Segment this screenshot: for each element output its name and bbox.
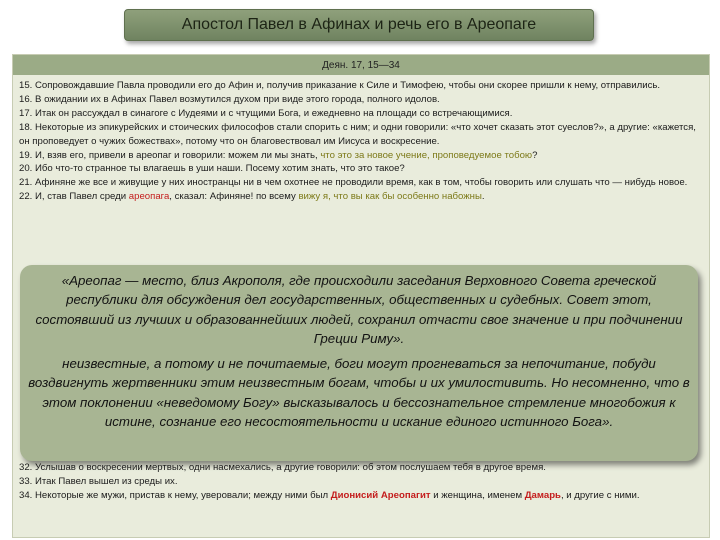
- verse-19: [19, 149, 703, 163]
- verse-18: 18. Некоторые из эпикурейских и стоических философов стали спорить с ним; и одни говорили: «что хочет сказать этот суеслов?», а другие: «кажется, он проповедует о чужих божествах», потому что он благовествовал им Иисуса и воскресение.: [19, 121, 696, 147]
- commentary-paragraph-1: «Ареопаг — место, близ Акрополя, где происходили заседания Верховного Совета греческой республики для обсуждения дел государственных, общественных и судебных. Совет этот, состоявший из лучших и образованнейших людей, сохранил отчасти свое значение и при подчинении Греции Риму».: [35, 273, 683, 346]
- slide-title: [124, 9, 594, 41]
- slide-title-text: Апостол Павел в Афинах и речь его в Ареопаге: [181, 16, 537, 33]
- verse-34-damaris: Дамарь: [524, 489, 561, 501]
- verses-bottom: [13, 457, 709, 503]
- verse-33: 33. Итак Павел вышел из среды их.: [19, 475, 178, 487]
- verse-15: 15. Сопровождавшие Павла проводили его до Афин и, получив приказание к Силе и Тимофею, чтобы они скорее пришли к нему, отправились.: [19, 80, 661, 91]
- verse-16: 16. В ожидании их в Афинах Павел возмутился духом при виде этого города, полного идолов.: [19, 93, 440, 105]
- verse-34-middle: и женщина, именем: [430, 489, 525, 501]
- verse-32: 32. Услышав о воскресении мертвых, одни насмехались, а другие говорили: об этом послушаем тебя в другое время.: [19, 462, 546, 473]
- verse-34: [19, 489, 703, 503]
- verse-34-text: 34. Некоторые же мужи, пристав к нему, уверовали; между ними был: [19, 489, 331, 501]
- verse-17: 17. Итак он рассуждал в синагоге с Иудеями и с чтущими Бога, и ежедневно на площади со встречающимися.: [19, 107, 513, 119]
- verses-top: [13, 75, 709, 204]
- verse-22-text: 22. И, став Павел среди: [19, 191, 129, 203]
- scripture-reference: [13, 55, 709, 75]
- verse-19-highlight: что это за новое учение, проповедуемое тобою: [320, 149, 533, 161]
- commentary-paragraph-2: неизвестные, а потому и не почитаемые, боги могут прогневаться за непочитание, побуди воздвигнуть жертвенники этим неизвестным богам, чтобы и их умилостивить. Но несомненно, что в этом поклонении «неведомому Богу» высказывалось и бессознательное стремление многобожия к истине, сознание его несостоятельности и искание единого истинного Бога».: [28, 356, 690, 430]
- verse-22-middle: , сказал: Афиняне! по всему: [169, 191, 299, 203]
- verse-22-end: .: [481, 191, 485, 203]
- verse-19-end: ?: [532, 149, 538, 161]
- verse-34-end: , и другие с ними.: [560, 489, 640, 501]
- verse-22-highlight: вижу я, что вы как бы особенно набожны: [298, 191, 482, 203]
- verse-22-areopagus: ареопага: [128, 191, 170, 203]
- scripture-reference-text: Деян. 17, 15—34: [322, 59, 400, 71]
- verse-22: [19, 190, 703, 204]
- commentary-text: [28, 271, 690, 431]
- verse-34-dionysius: Дионисий Ареопагит: [330, 489, 431, 501]
- verse-21: 21. Афиняне же все и живущие у них иностранцы ни в чем охотнее не проводили время, как в том, чтобы говорить или слушать что — нибудь новое.: [19, 177, 688, 189]
- commentary-callout: [20, 265, 698, 461]
- verse-19-text: 19. И, взяв его, привели в ареопаг и говорили: можем ли мы знать,: [19, 149, 321, 161]
- verse-20: 20. Ибо что-то странное ты влагаешь в уши наши. Посему хотим знать, что это такое?: [19, 163, 405, 175]
